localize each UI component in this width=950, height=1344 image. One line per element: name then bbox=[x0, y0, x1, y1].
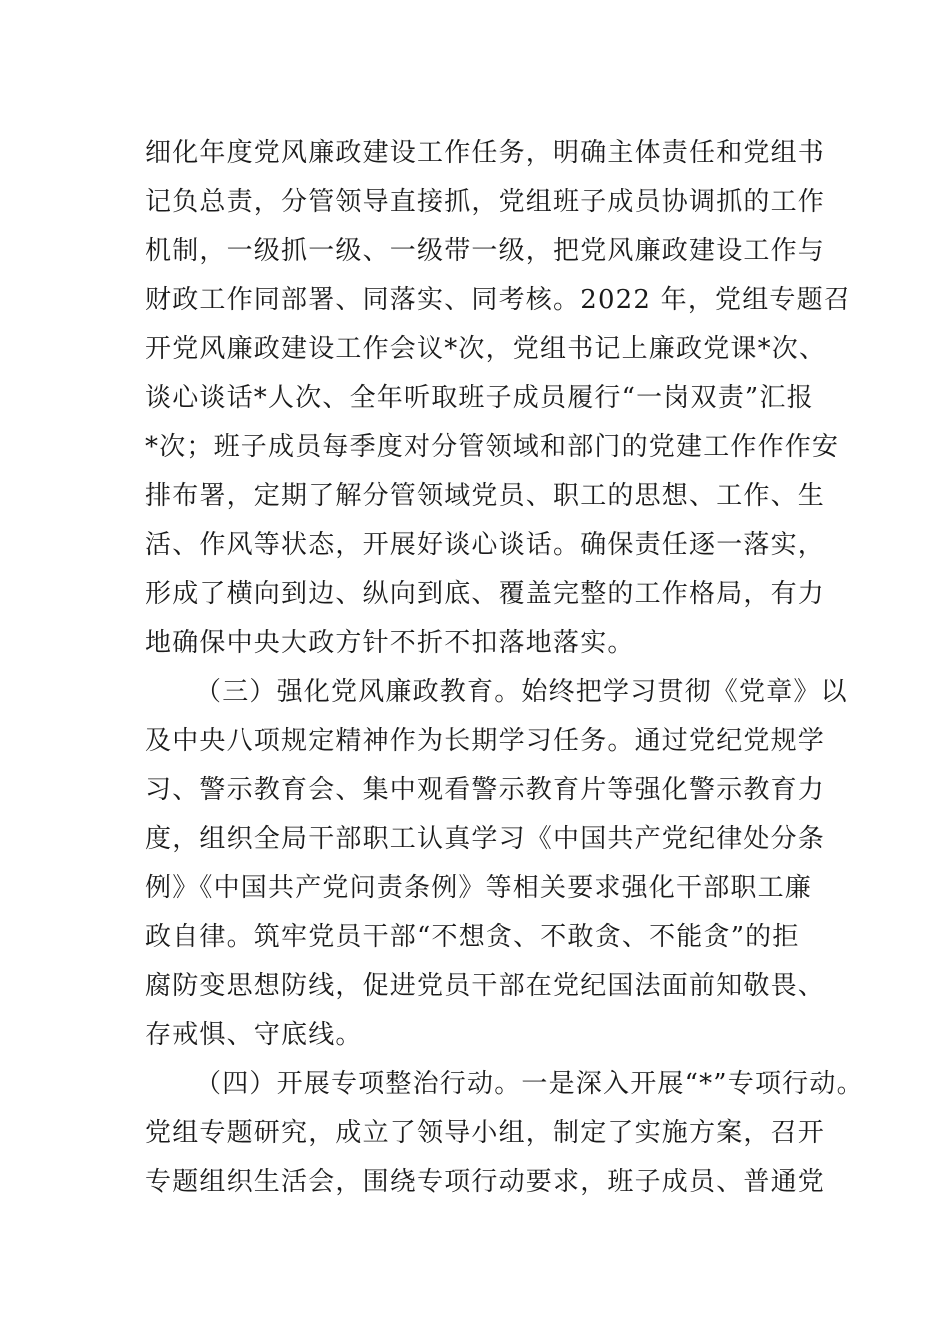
text-line: 财政工作同部署、同落实、同考核。2022 年，党组专题召 bbox=[145, 285, 852, 315]
text-line: 排布署，定期了解分管领域党员、职工的思想、工作、生 bbox=[145, 481, 826, 511]
text-line: 度，组织全局干部职工认真学习《中国共产党纪律处分条 bbox=[145, 824, 826, 854]
text-line: 活、作风等状态，开展好谈心谈话。确保责任逐一落实， bbox=[145, 530, 826, 560]
text-line: 党组专题研究，成立了领导小组，制定了实施方案，召开 bbox=[145, 1118, 826, 1148]
text-line: 存戒惧、守底线。 bbox=[145, 1020, 363, 1050]
text-line: 细化年度党风廉政建设工作任务，明确主体责任和党组书 bbox=[145, 138, 826, 168]
text-line: 习、警示教育会、集中观看警示教育片等强化警示教育力 bbox=[145, 775, 826, 805]
text-line: 腐防变思想防线，促进党员干部在党纪国法面前知敬畏、 bbox=[145, 971, 826, 1001]
text-line: 例》《中国共产党问责条例》等相关要求强化干部职工廉 bbox=[145, 873, 813, 903]
text-line: 地确保中央大政方针不折不扣落地落实。 bbox=[145, 628, 635, 658]
section-heading-line: （三）强化党风廉政教育。始终把学习贯彻《党章》以 bbox=[195, 677, 848, 707]
text-line: 专题组织生活会，围绕专项行动要求，班子成员、普通党 bbox=[145, 1167, 826, 1197]
text-line: 机制，一级抓一级、一级带一级，把党风廉政建设工作与 bbox=[145, 236, 826, 266]
text-line: 及中央八项规定精神作为长期学习任务。通过党纪党规学 bbox=[145, 726, 826, 756]
text-line: 开党风廉政建设工作会议*次，党组书记上廉政党课*次、 bbox=[145, 334, 827, 364]
text-line: *次；班子成员每季度对分管领域和部门的党建工作作作安 bbox=[145, 432, 840, 462]
section-heading-line: （四）开展专项整治行动。一是深入开展“*”专项行动。 bbox=[195, 1069, 864, 1099]
text-line: 形成了横向到边、纵向到底、覆盖完整的工作格局，有力 bbox=[145, 579, 826, 609]
text-line: 谈心谈话*人次、全年听取班子成员履行“一岗双责”汇报 bbox=[145, 383, 814, 413]
text-line: 政自律。筑牢党员干部“不想贪、不敢贪、不能贪”的拒 bbox=[145, 922, 800, 952]
text-line: 记负总责，分管领导直接抓，党组班子成员协调抓的工作 bbox=[145, 187, 826, 217]
